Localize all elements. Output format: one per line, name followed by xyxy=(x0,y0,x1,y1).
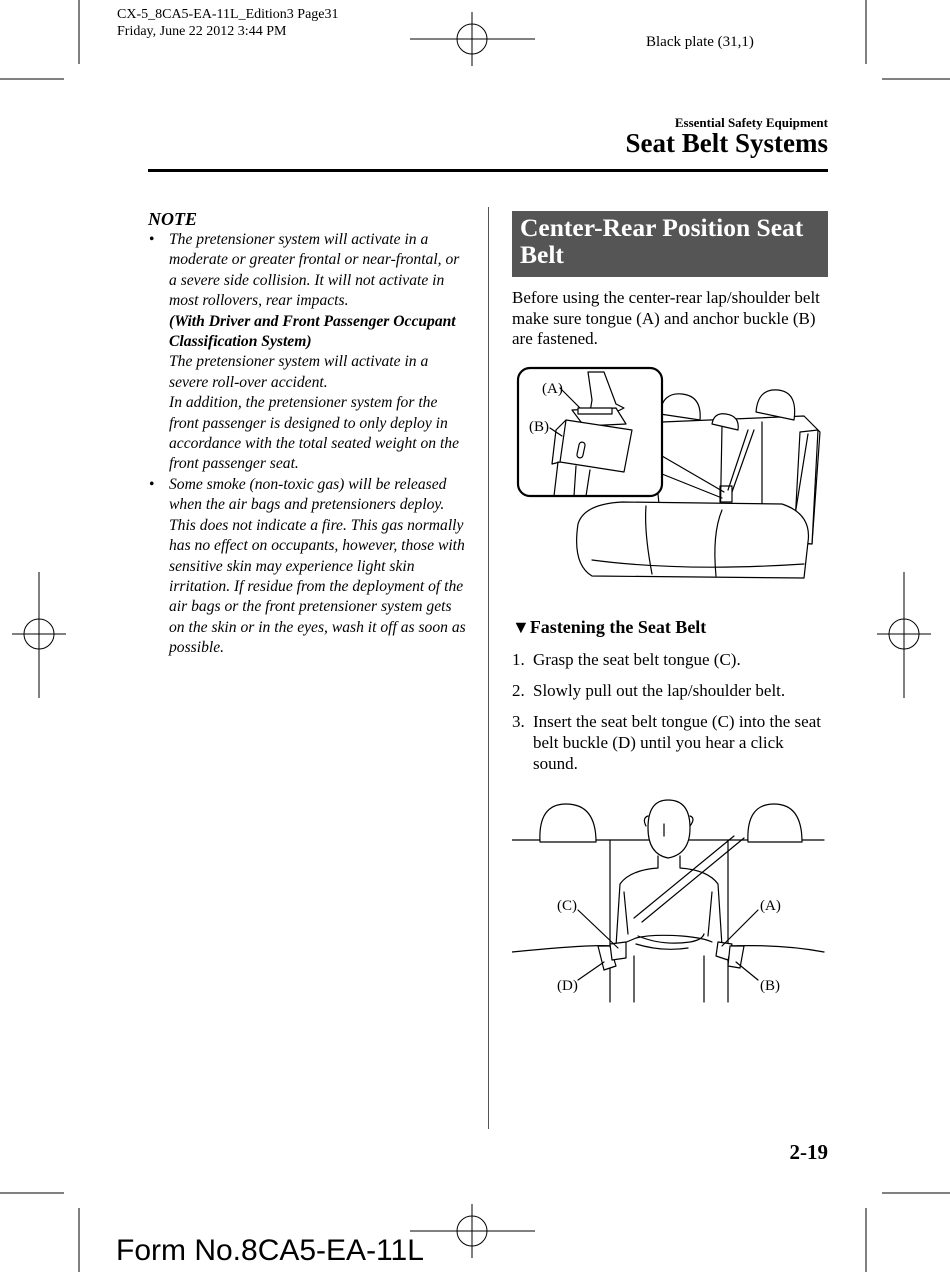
step-item xyxy=(512,712,828,774)
step-number: 2. xyxy=(512,681,525,701)
column-divider xyxy=(488,207,489,1129)
step-text: Insert the seat belt tongue (C) into the seat belt buckle (D) until you hear a click sound. xyxy=(533,712,821,773)
note-condition: (With Driver and Front Passenger Occupant Classification System) xyxy=(169,312,456,351)
fastening-illustration xyxy=(512,796,828,1008)
note-paragraph: In addition, the pretensioner system for the front passenger is designed to only deploy in accordance with the total seated weight on the front passenger seat. xyxy=(169,394,460,473)
step-item xyxy=(512,681,828,702)
note-paragraph: The pretensioner system will activate in a severe roll-over accident. xyxy=(169,353,429,391)
note-paragraph: • The pretensioner system will activate in a moderate or greater frontal or near-frontal, or a severe side collision. It will not activate in most rollovers, rear impacts. xyxy=(169,231,460,310)
note-list xyxy=(148,230,470,659)
print-date-line: Friday, June 22 2012 3:44 PM xyxy=(117,24,287,39)
rear-seat-illustration xyxy=(512,364,832,579)
note-bullet xyxy=(148,475,470,659)
print-file-line: CX-5_8CA5-EA-11L_Edition3 Page31 xyxy=(117,7,339,22)
figure2-label-a: (A) xyxy=(760,898,781,914)
step-number: 1. xyxy=(512,650,525,669)
center-rear-heading: Center-Rear Position Seat Belt xyxy=(512,211,828,277)
fastening-steps xyxy=(512,650,828,785)
figure1-label-b: (B) xyxy=(529,419,549,435)
figure1-label-a: (A) xyxy=(542,381,563,397)
step-item xyxy=(512,650,828,671)
plate-label: Black plate (31,1) xyxy=(646,34,754,50)
figure2-label-d: (D) xyxy=(557,978,578,994)
header-rule xyxy=(148,169,828,172)
fastening-heading: ▼Fastening the Seat Belt xyxy=(512,617,707,637)
note-box xyxy=(148,208,470,659)
note-title: NOTE xyxy=(148,209,197,229)
chapter-title: Seat Belt Systems xyxy=(625,128,828,158)
step-text: Grasp the seat belt tongue (C). xyxy=(533,650,741,669)
step-number: 3. xyxy=(512,712,525,732)
page-number: 2-19 xyxy=(789,1140,828,1164)
form-number: Form No.8CA5-EA-11L xyxy=(116,1234,424,1267)
print-info xyxy=(117,6,339,40)
note-paragraph: • Some smoke (non-toxic gas) will be released when the air bags and pretensioners deploy. This does not indicate a fire. This gas normally has no effect on occupants, however, those with sensitive skin may experience light skin irritation. If residue from the deployment of the air bags or the front pretensioner system gets on the skin or in the eyes, wash it off as soon as possible. xyxy=(169,475,466,657)
note-bullet xyxy=(148,230,470,475)
figure2-label-c: (C) xyxy=(557,898,577,914)
figure2-label-b: (B) xyxy=(760,978,780,994)
step-text: Slowly pull out the lap/shoulder belt. xyxy=(533,681,786,701)
section-title: Essential Safety Equipment xyxy=(674,115,828,130)
center-rear-intro: Before using the center-rear lap/shoulder belt make sure tongue (A) and anchor buckle (B) are fastened. xyxy=(512,288,820,349)
